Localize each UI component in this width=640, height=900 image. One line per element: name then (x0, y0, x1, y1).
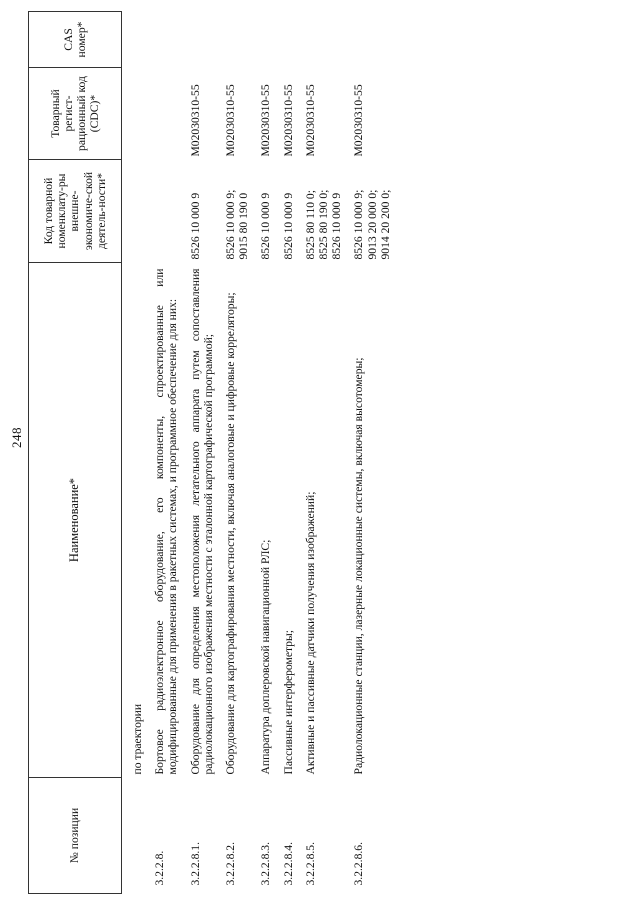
row-tnved: 8526 10 000 9; 9013 20 000 0; 9014 20 200 0; (352, 189, 392, 260)
header-cdc: Товарный регист-рационный код (CDC)* (29, 68, 122, 160)
row-cas (153, 12, 179, 68)
row-position: 3.2.2.8.5. (303, 842, 317, 886)
row-cas (224, 12, 250, 68)
table-row (259, 12, 272, 894)
row-position: 3.2.2.8.2. (224, 842, 238, 886)
row-name: Бортовое радиоэлектронное оборудование, его компоненты, спроектированные или модифицированные для применения в ракетных системах, и программное обеспечение для них: (153, 268, 180, 775)
row-position: 3.2.2.8.1. (188, 842, 202, 886)
row-cdc: M02030310-55 (224, 84, 238, 157)
row-cdc: M02030310-55 (281, 84, 295, 157)
row-cas (189, 12, 215, 68)
row-position: 3.2.2.8.4. (281, 842, 295, 886)
row-cas (304, 12, 344, 68)
table-row (189, 12, 215, 894)
row-name: Оборудование для картографирования местности, включая аналоговые и цифровые корреляторы; (224, 292, 238, 775)
table-row (131, 12, 144, 894)
row-name: Пассивные интерферометры; (281, 630, 295, 775)
table-row (153, 12, 179, 894)
table-row (352, 12, 392, 894)
row-tnved: 8526 10 000 9 (188, 192, 202, 260)
row-cas (259, 12, 272, 68)
row-cas (131, 12, 144, 68)
table-row (304, 12, 344, 894)
row-cdc: M02030310-55 (188, 84, 202, 157)
row-position (131, 778, 144, 894)
row-name: Оборудование для определения местоположения летательного аппарата путем сопоставления радиолокационного изображения местности с эталонной картографической программой; (188, 268, 215, 775)
row-tnved (131, 160, 144, 263)
row-tnved: 8525 80 110 0; 8525 80 190 0; 8526 10 000 9 (303, 189, 344, 260)
row-name: Активные и пассивные датчики получения изображений; (303, 491, 317, 775)
row-tnved: 8526 10 000 9 (281, 192, 295, 260)
row-cdc: M02030310-55 (352, 84, 366, 157)
row-tnved: 8526 10 000 9; 9015 80 190 0 (224, 189, 251, 260)
row-cdc (153, 68, 179, 160)
row-cdc: M02030310-55 (259, 84, 273, 157)
table-row (282, 12, 295, 894)
row-position: 3.2.2.8. (153, 850, 167, 886)
header-tnved: Код товарной номенклату-ры внешне-экономиче-ской деятель-ности* (29, 160, 122, 263)
row-cdc (131, 68, 144, 160)
row-cas (352, 12, 392, 68)
row-name: Аппаратура доплеровской навигационной РЛС; (259, 539, 273, 775)
row-name: по траектории (131, 703, 144, 775)
control-list-table (28, 11, 392, 894)
row-position: 3.2.2.8.3. (259, 842, 273, 886)
header-cas: CAS номер* (29, 12, 122, 68)
table-row (224, 12, 250, 894)
row-tnved (153, 160, 179, 263)
header-position: № позиции (29, 778, 122, 894)
row-cas (282, 12, 295, 68)
row-cdc: M02030310-55 (303, 84, 317, 157)
header-name: Наименование* (29, 263, 122, 778)
row-tnved: 8526 10 000 9 (259, 192, 273, 260)
page-number: 248 (9, 427, 24, 448)
row-position: 3.2.2.8.6. (352, 842, 366, 886)
row-name: Радиолокационные станции, лазерные локационные системы, включая высотомеры; (352, 357, 366, 775)
table-header-row (29, 12, 122, 894)
